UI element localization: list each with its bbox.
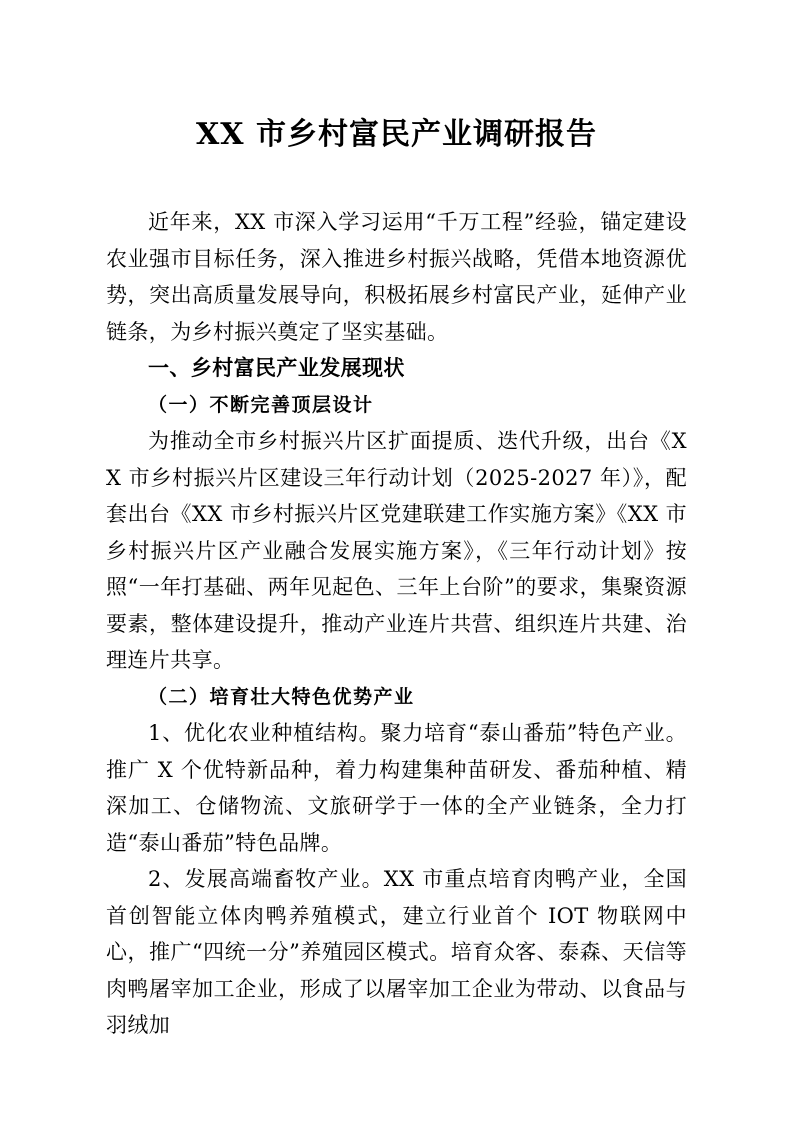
document-title: XX 市乡村富民产业调研报告 [196,117,597,152]
subsection-heading-2: （二）培育壮大特色优势产业 [148,685,415,708]
section-heading-1: 一、乡村富民产业发展现状 [148,355,405,380]
subsection-paragraph-1: 为推动全市乡村振兴片区扩面提质、迭代升级，出台《XX 市乡村振兴片区建设三年行动计划（2025-2027 年）》，配套出台《XX 市乡村振兴片区党建联建工作实施方案》《XX 市乡村振兴片区产业融合发展实施方案》，《三年行动计划》按照“一年打基础、两年见起色、三年上台阶”的要求，集聚资源要素，整体建设提升，推动产业连片共营、组织连片共建、治理连片共享。 [106,429,687,672]
list-item-1: 1、优化农业种植结构。聚力培育“泰山番茄”特色产业。推广 X 个优特新品种，着力构建集种苗研发、番茄种植、精深加工、仓储物流、文旅研学于一体的全产业链条，全力打造“泰山番茄”特色品牌。 [106,721,687,855]
intro-paragraph: 近年来，XX 市深入学习运用“千万工程”经验，锚定建设农业强市目标任务，深入推进乡村振兴战略，凭借本地资源优势，突出高质量发展导向，积极拓展乡村富民产业，延伸产业链条，为乡村振兴奠定了坚实基础。 [106,210,687,344]
subsection-heading-1: （一）不断完善顶层设计 [148,393,374,416]
list-item-2: 2、发展高端畜牧产业。XX 市重点培育肉鸭产业，全国首创智能立体肉鸭养殖模式，建立行业首个 IOT 物联网中心，推广“四统一分”养殖园区模式。培育众客、泰森、天信等肉鸭屠宰加工企业，形成了以屠宰加工企业为带动、以食品与羽绒加 [106,867,687,1037]
